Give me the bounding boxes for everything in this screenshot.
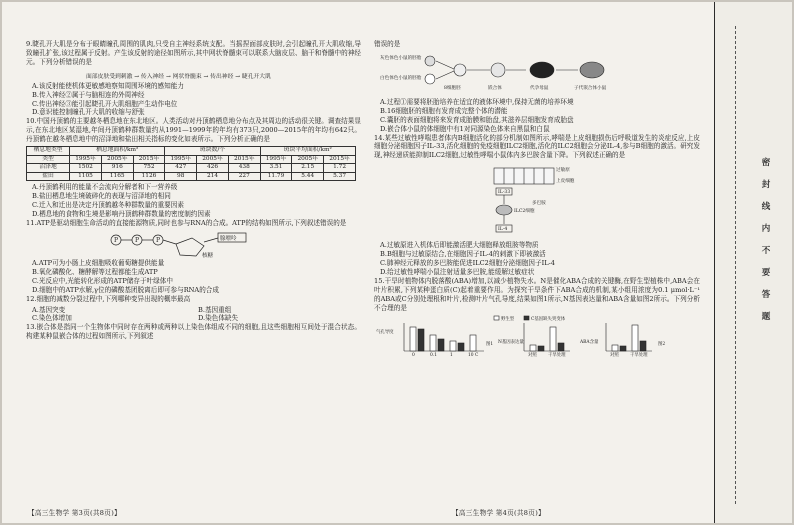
fig2a-xtick: 干旱处理	[548, 352, 566, 358]
table-row	[27, 172, 356, 181]
surrogate-mother	[530, 62, 554, 78]
q14-option-a: A.过敏原进入机体后即能激活肥大细胞释放组胺等物质	[380, 241, 539, 250]
table-cell: 1105	[70, 172, 102, 181]
epithelial-label: 上皮细胞	[556, 179, 575, 185]
fig1-caption: 图1	[486, 341, 494, 347]
fig1-xtick: 1	[450, 352, 453, 358]
table-cell: 1995年	[260, 155, 292, 164]
fig1-bar	[458, 343, 464, 351]
table-header-cell: 栖息地类型	[27, 147, 70, 156]
q14-stem: 14.某些过敏性哮喘患者体内B细胞活化的部分机制如图所示,哮喘是上皮细胞损伤后呼吸道发生的炎症反应,上皮细胞分泌细胞因子IL-33,活化细胞的免疫细胞ILC2细胞,活化的ILC2细胞会分泌IL-4,参与B细胞的激活。研究发现,神经递质能抑制ILC2细胞,过敏性哮喘小鼠体内多巴胺含量下降。下列叙述正确的是	[374, 133, 700, 160]
fig2a-bar	[550, 327, 556, 351]
seal-text: 密 封 线 内 不 要 答 题	[761, 158, 771, 322]
q12-option-c: C.染色体增加	[32, 314, 72, 323]
seal-dashed-line	[735, 26, 736, 504]
page-footer-right: 【高三生物学 第4页(共8页)】	[452, 509, 545, 517]
table-header-cell: 斑块数/个	[165, 147, 260, 156]
fig1-bar	[438, 339, 444, 351]
fig2a-bar	[538, 346, 544, 351]
table-cell: 类型	[27, 155, 70, 164]
il4-label: IL-4	[498, 227, 508, 233]
phosphate-label: P	[135, 236, 140, 244]
table-cell: 2005年	[101, 155, 133, 164]
ilc2-label: ILC2细胞	[514, 209, 535, 215]
asthma-mechanism-diagram	[374, 162, 700, 240]
q15-stem: 15.干旱时植物体内脱落酸(ABA)增加,以减少植物失水。N是催化ABA合成的关键酶,在野生型植株中,ABA会在叶片积累,下列某种蛋白质(C)起着重要作用。为探究干旱条件下ABA合成的机制,某小组用浓度为0.1 μmol·L⁻¹的ABA或C分别处理根和叶片,检测叶片气孔导度,结果如图1所示,N基因表达量和ABA含量如图2所示。下列分析不合理的是	[374, 276, 700, 312]
legend-mutant: C基因缺失突变体	[531, 316, 566, 322]
fig2b-ylabel: ABA含量	[580, 339, 599, 345]
chimera-process-diagram	[374, 51, 700, 97]
q11-option-b: B.氧化磷酸化、糖酵解等过程都能生成ATP	[32, 267, 158, 276]
table-row	[27, 164, 356, 173]
fig1-xtick: 0	[412, 352, 415, 358]
table-cell: 沼泽地	[27, 164, 70, 173]
q10-option-c: C.迁入和迁出是决定丹顶鹤越冬种群数量的重要因素	[32, 201, 184, 210]
q12-options-row	[26, 314, 361, 323]
white-embryo	[425, 74, 435, 84]
legend-wildtype-swatch	[494, 316, 499, 320]
il33-label: IL-33	[498, 190, 511, 196]
table-cell: 427	[165, 164, 197, 173]
eight-cell-embryo	[454, 64, 466, 76]
phosphate-label: P	[114, 236, 119, 244]
fig1-bar	[410, 327, 416, 351]
fig1-bar	[450, 341, 456, 351]
q13-option-a: A.过程①需要将胚胎培养在适宜的液体环境中,保持无菌的培养环境	[380, 97, 574, 106]
ilc2-cell	[496, 205, 512, 215]
q11-option-d: D.细胞中的ATP水解,γ位的磷酸基团脱离后即可参与RNA的合成	[32, 285, 219, 294]
q13-option-c: C.囊胚的表面细胞将来发育成胎膜和胎盘,其滋养层细胞发育成胎盘	[380, 115, 574, 124]
table-cell: 2015年	[228, 155, 260, 164]
q9-option-c: C.传出神经③能引起睫孔开大肌细胞产生动作电位	[32, 99, 178, 108]
fig1-xtick: 10 C	[468, 352, 479, 358]
dopamine-label: 多巴胺	[532, 201, 546, 207]
q10-stem: 10.中国丹顶鹤的主要越冬栖息地在东北地区。人类活动对丹顶鹤栖息地分布点及其周边的活动很关键。调查结果显示,在东北地区某湿地,年间丹顶鹤种群数量约从1991—1999年的年均有373只,2000—2015年的年均有642只。丹顶鹤在越冬栖息地中的沼泽地和盐田相关指标的变化如表所示。下列分析正确的是	[26, 117, 361, 144]
fig2a-bar	[530, 345, 536, 351]
phosphate-label: P	[156, 236, 161, 244]
fig2b-xtick: 对照	[610, 352, 619, 358]
table-cell: 1126	[133, 172, 165, 181]
q15-figures	[374, 315, 700, 359]
table-cell: 214	[197, 172, 229, 181]
q10-table	[26, 146, 356, 181]
chimera-embryo	[491, 63, 505, 77]
fig1-bar	[418, 329, 424, 351]
offspring-label: 子代嵌合体小鼠	[574, 85, 607, 91]
table-header-cell: 栖息地面积/km²	[70, 147, 165, 156]
table-header-cell: 斑块平均面积/km²	[260, 147, 355, 156]
q9-option-d: D.意识能控制瞳孔开大肌的收缩与舒张	[32, 108, 145, 117]
table-years-row	[27, 155, 356, 164]
q11-option-c: C.光反应中,光能转化形成的ATP储存于叶绿体中	[32, 276, 173, 285]
q9-pathway-text: 面部皮肤受到刺激 → 传入神经 → 网状脊髓束 → 传出神经 → 睫孔开大肌	[86, 73, 271, 80]
table-cell: 2.15	[292, 164, 324, 173]
table-cell: 盐田	[27, 172, 70, 181]
q14-option-b: B.B细胞与过敏原结合,在细胞因子IL-4的刺激下即被激活	[380, 250, 546, 259]
q12-stem: 12.细胞的减数分裂过程中,下列哪种变异出现的概率最高	[26, 294, 191, 303]
fig2b-bar	[612, 345, 618, 351]
fig2-caption: 图2	[658, 341, 666, 347]
fig1-bar	[430, 335, 436, 351]
q13-stem: 13.嵌合体是指同一个生物体中同时存在两种或两种以上染色体组成不同的细胞,且这些细胞相互间处于混合状态。构建某种鼠嵌合体的过程如图所示,下列叙述	[26, 323, 361, 341]
q13-option-b: B.16细胞胚的细胞有发育成完整个体的潜能	[380, 106, 508, 115]
fig1-bar	[470, 335, 476, 351]
q14-option-c: C.肺神经元释放的多巴胺能促进ILC2细胞分泌细胞因子IL-4	[380, 259, 556, 268]
fig2b-bar	[632, 325, 638, 351]
q14-option-d: D.给过敏性哮喘小鼠注射适量多巴胺,能缓解过敏症状	[380, 267, 535, 276]
table-cell: 2015年	[133, 155, 165, 164]
q12-option-d: D.染色体缺失	[198, 314, 239, 323]
chimera-label: 嵌合体	[488, 85, 502, 91]
fig2a-bar	[558, 343, 564, 351]
table-cell: 1995年	[165, 155, 197, 164]
left-column	[26, 40, 361, 343]
table-cell: 3.51	[260, 164, 292, 173]
surrogate-label: 代孕母鼠	[530, 85, 549, 91]
ribose-ring	[176, 238, 204, 256]
page-footer-left: 【高三生物学 第3页(共8页)】	[28, 509, 121, 517]
gray-embryo	[425, 56, 435, 66]
table-cell: 98	[165, 172, 197, 181]
white-embryo-label: 白色体色小鼠的胚胎	[380, 75, 422, 81]
q11-option-a: A.ATP可为小肠上皮细胞吸收葡萄糖提供能量	[32, 258, 165, 267]
q11-stem: 11.ATP是驱动细胞生命活动的直接能源物质,同时也参与RNA的合成。ATP的结构如图所示,下列叙述错误的是	[26, 219, 347, 228]
table-cell: 1995年	[70, 155, 102, 164]
q12-option-a: A.基因突变	[32, 305, 66, 314]
table-cell: 426	[197, 164, 229, 173]
q12-options-row	[26, 306, 361, 315]
fig2b-bar	[640, 341, 646, 351]
q9-option-a: A.该反射能使机体更敏感地察知周围环境的感知能力	[32, 81, 184, 90]
seal-strip	[714, 2, 792, 523]
table-cell: 1.72	[324, 164, 356, 173]
fig2b-bar	[620, 346, 626, 351]
right-column	[374, 40, 700, 360]
legend-mutant-swatch	[524, 316, 529, 320]
q12-option-b: B.基因重组	[198, 305, 232, 314]
table-cell: 916	[101, 164, 133, 173]
fig2a-xtick: 对照	[528, 352, 537, 358]
gray-embryo-label: 灰色体色小鼠的胚胎	[380, 55, 422, 61]
table-cell: 2015年	[324, 155, 356, 164]
q9-option-b: B.传入神经②属于与脑相连的外周神经	[32, 90, 145, 99]
eight-cell-label: 8细胞胚	[444, 85, 461, 91]
table-header-row	[27, 147, 356, 156]
fig2a-ylabel: N基因表达量	[498, 339, 524, 345]
table-cell: 5.44	[292, 172, 324, 181]
q10-option-d: D.栖息地的食物和生境是影响丹顶鹤种群数量的密度制约因素	[32, 210, 211, 219]
fig1-ylabel: 气孔导度	[376, 329, 394, 335]
q9-stem: 9.睫孔开大肌是分布于眼睛瞳孔周围的肌肉,只受自主神经系统支配。当摇捏面部皮肤时,会引起瞳孔开大肌收缩,导致瞳孔扩张,该过程属于反射。产生该反射的途径如图所示,其中网状脊髓束可以联系大脑皮层、脑干和脊髓中的神经元。下列分析错误的是	[26, 40, 361, 66]
atp-structure-diagram	[26, 230, 361, 258]
table-cell: 2005年	[292, 155, 324, 164]
q9-pathway-diagram	[26, 69, 361, 81]
table-cell: 11.79	[260, 172, 292, 181]
table-cell: 438	[228, 164, 260, 173]
q13-stem-tail: 错误的是	[374, 40, 401, 48]
fig1-xtick: 0.1	[430, 352, 437, 358]
allergen-label: 过敏原	[556, 168, 570, 174]
adenine-label: 腺嘌呤	[220, 235, 237, 242]
table-cell: 227	[228, 172, 260, 181]
legend-wildtype: 野生型	[501, 316, 515, 322]
fig2b-xtick: 干旱处理	[630, 352, 648, 358]
q13-option-d: D.嵌合体小鼠的体细胞中有1对同源染色体来自黑鼠和白鼠	[380, 124, 550, 133]
q10-option-a: A.丹顶鹤利用的能量不会流向分解者和下一营养级	[32, 183, 178, 192]
exam-sheet	[2, 2, 792, 523]
table-cell: 2005年	[197, 155, 229, 164]
table-cell: 1502	[70, 164, 102, 173]
table-cell: 5.37	[324, 172, 356, 181]
table-cell: 752	[133, 164, 165, 173]
offspring-chimera	[580, 62, 604, 78]
table-cell: 1165	[101, 172, 133, 181]
q10-option-b: B.盐田栖息地生境破碎化的表现与沼泽地的相同	[32, 192, 171, 201]
ribose-label: 核糖	[202, 252, 214, 258]
